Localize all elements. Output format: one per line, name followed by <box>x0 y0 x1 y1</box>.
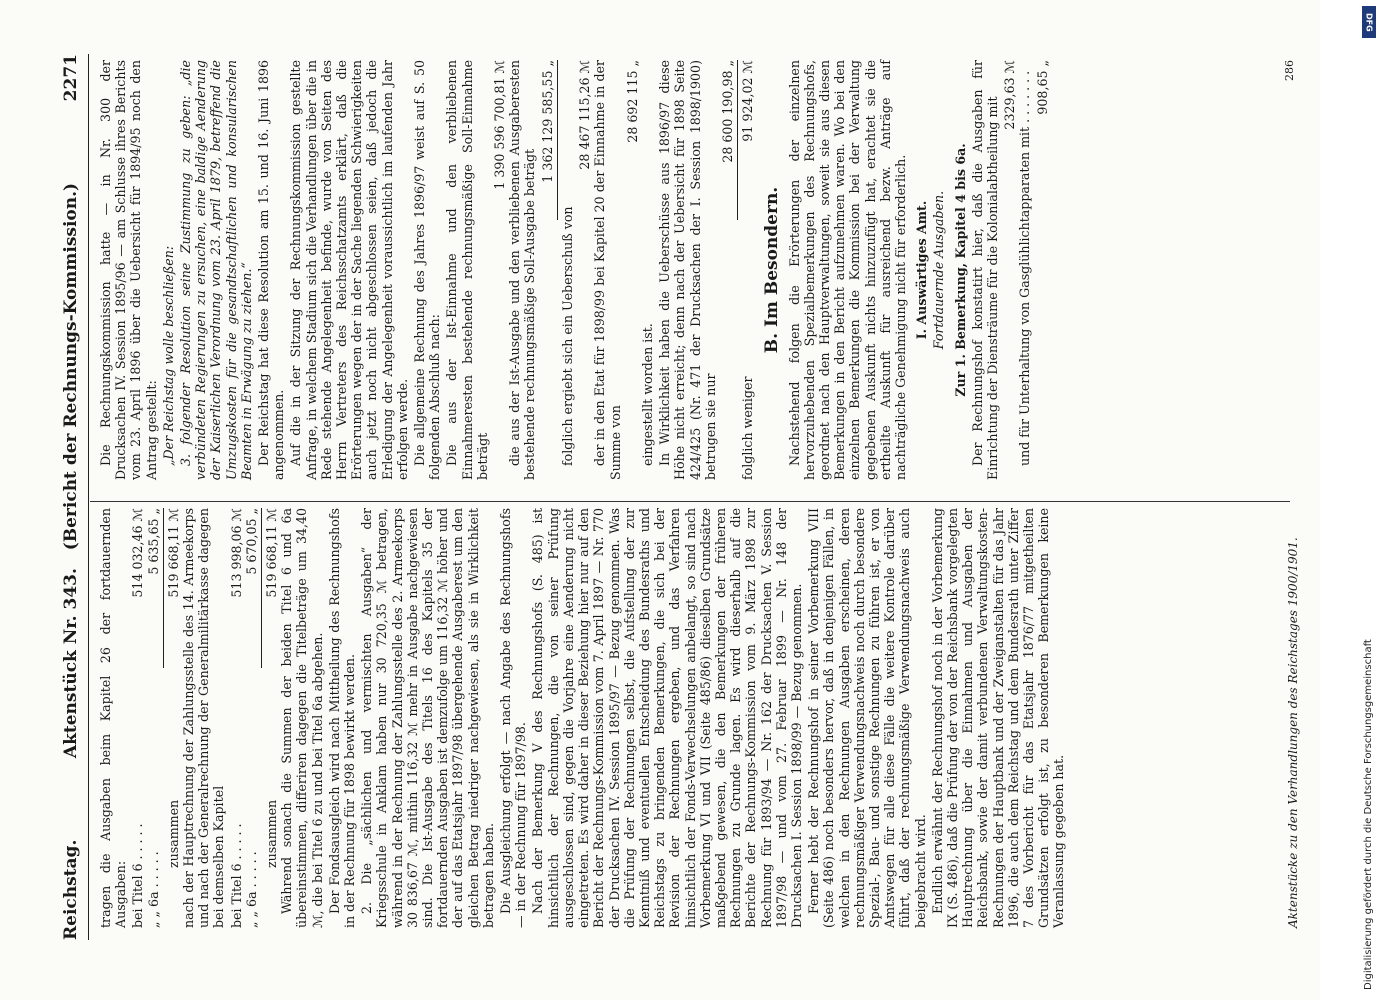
paragraph: Die aus der Ist-Einnahme und den verbliebenen Einnahmeresten bestehende rechnungsmäßige Soll-Einnahme beträgt <box>444 60 490 480</box>
paragraph: Der Fondsausgleich wird nach Mittheilung des Rechnungshofs in der Rechnung für 1898 bewirkt werden. <box>326 508 358 928</box>
paragraph: Endlich erwähnt der Rechnungshof noch in der Vorbemerkung IX (S. 486), daß die Prüfung der von der Reichsbank vorgelegten Hauptrechnung über die Einnahmen und Ausgaben der Reichsbank, sowie der damit verbundenen Verwaltungskosten-Rechnungen der Hauptbank und der Zweiganstalten für das Jahr 1896, die auch dem Reichstag und dem Bundesrath unter Ziffer 7 des Vorbericht für das Etatsjahr 1876/77 mitgetheilten Grundsätzen erfolgt ist, zu besonderen Bemerkungen keine Veranlassung gegeben hat. <box>929 508 1067 928</box>
amount-row: folglich weniger 91 924,02 ℳ <box>740 60 756 480</box>
amount-row: 908,65 „ <box>1034 60 1050 115</box>
header-rule <box>88 54 89 940</box>
table-row: zusammen 519 668,11 ℳ <box>165 508 181 868</box>
header-center: Aktenstück Nr. 343. (Bericht der Rechnungs-Kommission.) <box>61 182 81 759</box>
table-row: „ „ 6a . . . . . 5 670,05 „ <box>243 508 259 928</box>
table-row: bei Titel 6 . . . . . 514 032,46 ℳ <box>130 508 146 928</box>
paragraph: Nach der Bemerkung V des Rechnungshofs (S. 485) ist hinsichtlich der Rechnungen, die von seiner Prüfung ausgeschlossen sind, gegen die Vorjahre eine Aenderung nicht eingetreten. Es wird daher in dieser Beziehung hier nur auf den Bericht der Rechnungs-Kommission vom 7. April 1897 — Nr. 770 der Drucksachen IV. Session 1895/97 — Bezug genommen. Was die Prüfung der Rechnungen selbst, die Aufstellung der zur Kenntniß und eventuellen Entscheidung des Bundesraths und Reichstags zu bringenden Bemerkungen, die sich bei der Revision der Rechnungen ergeben, und das Verfahren hinsichtlich der Fonds-Verwechselungen anbelangt, so sind nach Vorbemerkung VI und VII (Seite 485/86) dieselben Grundsätze maßgebend gewesen, die den Bemerkungen der früheren Rechnungen zu Grunde lagen. Es wird dieserhalb auf die Berichte der Rechnungs-Kommission vom 9. März 1898 zur Rechnung für 1893/94 — Nr. 162 der Drucksachen V. Session 1897/98 — und vom 27. Februar 1899 — Nr. 148 der Drucksachen I. Session 1898/99 — Bezug genommen. <box>530 508 804 928</box>
section-heading: I. Auswärtiges Amt. <box>914 200 930 340</box>
quote: 3. folgender Resolution seine Zustimmung zu geben: „die verbündeten Regierungen zu ersuchen, eine baldige Aenderung der Kaiserlichen Verordnung vom 23. April 1879, betreffend die Umzugskosten für die gesandtschaftlichen und konsularischen Beamten in Erwägung zu ziehen.“ <box>178 60 254 480</box>
subheading: Fortdauernde Ausgaben. <box>931 190 947 350</box>
paragraph: 2. Die „sächlichen und vermischten Ausgaben“ der Kriegsschule in Anklam haben nur 30 720,35 ℳ betragen, während in der Rechnung der Zahlungsstelle des 2. Armeekorps 30 836,67 ℳ, mithin 116,32 ℳ mehr in Ausgabe nachgewiesen sind. Die Ist-Ausgabe des Titels 16 des Kapitels 35 der fortdauernden Ausgaben ist demzufolge um 116,32 ℳ höher und der auf das Etatsjahr 1897/98 übergehende Ausgaberest um den gleichen Betrag niedriger nachgewiesen, als sie in Wirklichkeit betragen haben. <box>359 508 496 928</box>
column-divider <box>90 501 1290 502</box>
footer-note: Aktenstücke zu den Verhandlungen des Reichstages 1900/1901. <box>1286 537 1300 928</box>
sum-rule <box>261 508 262 668</box>
quote: „Der Reichstag wolle beschließen: <box>160 245 176 466</box>
digitization-note: Digitalisierung gefördert durch die Deutsche Forschungsgemeinschaft <box>1363 639 1374 990</box>
paragraph: Während sonach die Summen der beiden Titel 6 und 6a übereinstimmen, differiren dagegen die Titelbeträge um 34,40 ℳ, die bei Titel 6 zu und bei Titel 6a abgehen. <box>279 508 325 928</box>
table-row: zusammen 519 668,11 ℳ <box>264 508 280 868</box>
paragraph: die aus der Ist-Ausgabe und den verbliebenen Ausgaberesten bestehende rechnungsmäßige Soll-Ausgabe beträgt <box>507 60 538 480</box>
amount-row: 1 390 596 700,81 ℳ <box>492 60 508 190</box>
paragraph: Nachstehend folgen die Erörterungen der einzelnen hervorzuhebenden Spezialbemerkungen des Rechnungshofs, geordnet nach den Hauptverwaltungen, soweit sie aus diesen Bemerkungen in den Bericht aufzunehmen waren. Wo bei den einzelnen Bemerkungen die Kommission bei der Verwaltung gegebenen Auskunft nichts hinzuzufügt hat, erachtet sie die ertheilte Auskunft für ausreichend bezw. Anträge auf nachträgliche Genehmigung nicht für erforderlich. <box>786 60 908 480</box>
paragraph: eingestellt worden ist. <box>639 323 655 466</box>
paragraph: Die Rechnungskommission hatte — in Nr. 300 der Drucksachen IV. Session 1895/96 — am Schlusse ihres Berichts vom 23. April 1896 über die Uebersicht für 1894/95 noch den Antrag gestellt: <box>98 60 159 480</box>
sum-rule <box>737 60 738 220</box>
intro-text: tragen die Ausgaben beim Kapitel 26 der fortdauernden Ausgaben: <box>98 508 129 928</box>
paragraph: Auf die in der Sitzung der Rechnungskommission gestellte Anfrage, in welchem Stadium sich die Verhandlungen über die in Rede stehende Angelegenheit befinde, wurde von Seiten des Herrn Vertreters des Reichsschatzamts erklärt, daß die Erörterungen wegen der in der Sache liegenden Schwierigkeiten auch jetzt noch nicht abgeschlossen seien, daß jedoch die Erledigung der Angelegenheit voraussichtlich im laufenden Jahr erfolgen werde. <box>288 60 410 480</box>
subheading: Zur 1. Bemerkung, Kapitel 4 bis 6a. <box>952 143 968 397</box>
paragraph: Die allgemeine Rechnung des Jahres 1896/97 weist auf S. 50 folgenden Abschluß nach: <box>412 60 443 480</box>
amount-row: 28 467 115,26 ℳ <box>577 60 593 170</box>
header-left: Reichstag. <box>61 839 81 940</box>
paragraph: In Wirklichkeit haben die Ueberschüsse aus 1896/97 diese Höhe nicht erreicht; denn nach der Uebersicht für 1898 Seite 424/425 (Nr. 471 der Drucksachen der I. Session 1898/1900) betrugen sie nur <box>657 60 718 480</box>
amount-row: 1 362 129 585,55 „ <box>539 60 555 183</box>
mid-text: nach der Hauptrechnung der Zahlungsstelle des 14. Armeekorps und nach der Generalrechnung der Generalmilitärkasse dagegen bei demselben Kapitel <box>181 508 227 928</box>
page-number: 2271 <box>61 54 81 102</box>
sum-rule <box>557 60 558 220</box>
paragraph: der in den Etat für 1898/99 bei Kapitel 20 der Einnahme in der Summe von <box>592 60 623 480</box>
left-column <box>98 508 1069 928</box>
amount-row: 2329,63 ℳ <box>1002 60 1018 130</box>
section-heading: B. Im Besondern. <box>762 186 783 354</box>
sheet-number: 286 <box>1283 60 1296 81</box>
amount-row: 28 692 115 „ <box>624 60 640 143</box>
amount-row: 28 600 190,98 „ <box>719 60 735 163</box>
paragraph: Ferner hebt der Rechnungshof in seiner Vorbemerkung VIII (Seite 486) noch besonders hervor, daß in denjenigen Fällen, in welchen in den Rechnungen Ausgaben erscheinen, deren rechnungsmäßiger Verwendungsnachweis noch durch besondere Spezial-, Bau- und sonstige Rechnungen zu führen ist, er von Amtswegen für alle diese Fälle die weitere Kontrole darüber führt, daß der rechnungsmäßige Verwendungsnachweis auch beigebracht wird. <box>806 508 928 928</box>
table-row: „ „ 6a . . . . . 5 635,65 „ <box>145 508 161 928</box>
paragraph: Der Reichstag hat diese Resolution am 15. und 16. Juni 1896 angenommen. <box>256 60 287 480</box>
paragraph: und für Unterhaltung von Gasglühlichtapparaten mit . . . . . . . <box>1017 70 1033 466</box>
paragraph: folglich ergiebt sich ein Ueberschuß von <box>559 206 575 466</box>
paragraph: Der Rechnungshof konstatirt hier, daß die Ausgaben für Einrichtung der Diensträume für die Kolonialabtheilung mit <box>969 60 1000 480</box>
paragraph: Die Ausgleichung erfolgt — nach Angabe des Rechnungshofs — in der Rechnung für 1897/98. <box>498 508 529 928</box>
page-header <box>58 0 84 1000</box>
right-column <box>98 60 1050 480</box>
table-row: bei Titel 6 . . . . . 513 998,06 ℳ <box>228 508 244 928</box>
sum-rule <box>163 508 164 668</box>
dfg-logo: DFG <box>1362 6 1376 38</box>
